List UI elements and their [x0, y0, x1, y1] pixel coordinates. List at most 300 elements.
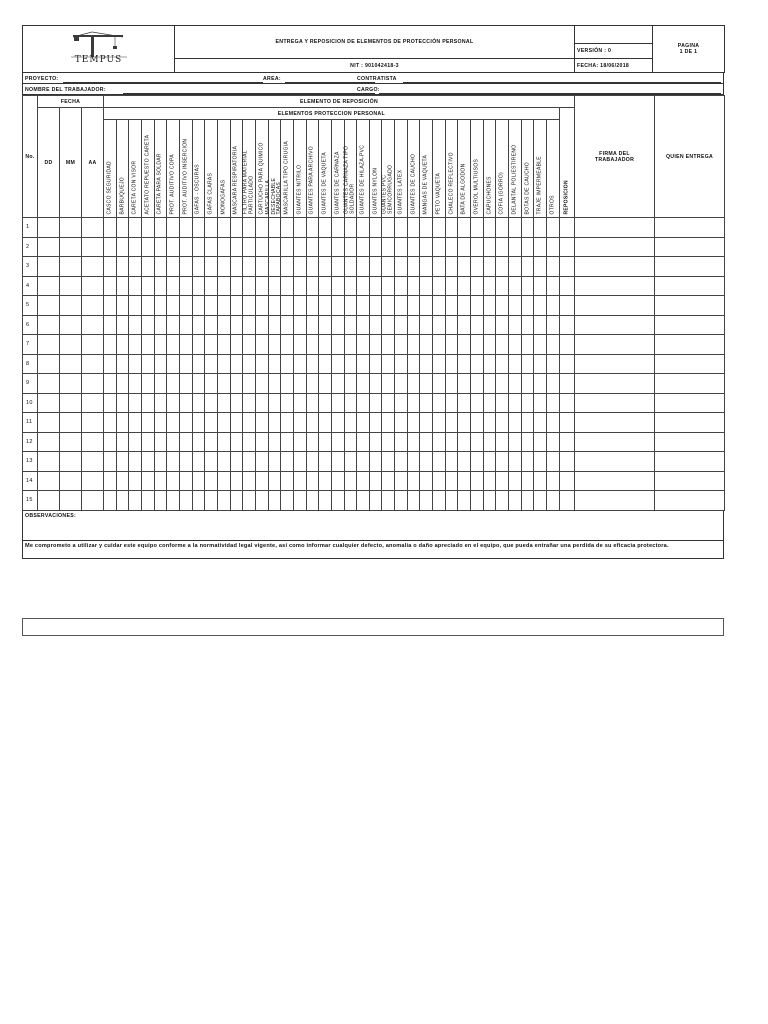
grid-cell[interactable]	[521, 335, 534, 355]
grid-cell[interactable]	[445, 296, 458, 316]
grid-cell[interactable]	[433, 237, 446, 257]
grid-cell[interactable]	[142, 237, 155, 257]
nombre-field[interactable]	[123, 93, 375, 94]
grid-cell[interactable]	[243, 296, 256, 316]
grid-cell[interactable]	[205, 335, 218, 355]
grid-cell[interactable]	[38, 374, 60, 394]
grid-cell[interactable]	[521, 374, 534, 394]
grid-cell[interactable]	[60, 452, 82, 472]
grid-cell[interactable]	[420, 413, 433, 433]
grid-cell[interactable]	[445, 257, 458, 277]
grid-cell[interactable]	[509, 335, 522, 355]
grid-cell[interactable]	[154, 491, 167, 511]
grid-cell[interactable]	[534, 218, 547, 238]
grid-cell[interactable]	[357, 296, 370, 316]
grid-cell[interactable]	[559, 315, 574, 335]
grid-cell[interactable]	[483, 237, 496, 257]
grid-cell[interactable]	[521, 237, 534, 257]
grid-cell[interactable]	[142, 296, 155, 316]
grid-cell[interactable]	[534, 354, 547, 374]
grid-cell[interactable]	[420, 471, 433, 491]
grid-cell[interactable]	[331, 491, 344, 511]
grid-cell[interactable]	[547, 393, 560, 413]
grid-cell[interactable]	[382, 315, 395, 335]
grid-cell[interactable]	[281, 335, 294, 355]
grid-cell[interactable]	[230, 491, 243, 511]
grid-cell[interactable]	[60, 393, 82, 413]
grid-cell[interactable]	[395, 354, 408, 374]
grid-cell[interactable]	[483, 374, 496, 394]
grid-cell[interactable]	[395, 413, 408, 433]
grid-cell[interactable]	[142, 471, 155, 491]
grid-cell[interactable]	[281, 471, 294, 491]
grid-cell[interactable]	[82, 237, 104, 257]
grid-cell[interactable]	[142, 315, 155, 335]
grid-cell[interactable]	[483, 452, 496, 472]
grid-cell[interactable]	[534, 491, 547, 511]
grid-cell[interactable]	[331, 413, 344, 433]
grid-cell[interactable]	[471, 432, 484, 452]
grid-cell[interactable]	[433, 315, 446, 335]
grid-cell[interactable]	[243, 315, 256, 335]
grid-cell[interactable]	[496, 432, 509, 452]
grid-cell[interactable]	[154, 432, 167, 452]
grid-cell[interactable]	[217, 296, 230, 316]
grid-cell[interactable]	[243, 393, 256, 413]
grid-cell[interactable]	[433, 374, 446, 394]
grid-cell[interactable]	[217, 335, 230, 355]
grid-cell[interactable]	[407, 393, 420, 413]
grid-cell[interactable]	[179, 218, 192, 238]
grid-cell[interactable]	[407, 296, 420, 316]
grid-cell[interactable]	[420, 452, 433, 472]
grid-cell[interactable]	[154, 335, 167, 355]
grid-cell[interactable]	[369, 315, 382, 335]
grid-cell[interactable]	[217, 374, 230, 394]
grid-cell[interactable]	[230, 276, 243, 296]
grid-cell[interactable]	[217, 315, 230, 335]
grid-cell[interactable]	[154, 354, 167, 374]
grid-cell[interactable]	[357, 257, 370, 277]
grid-cell[interactable]	[395, 218, 408, 238]
grid-cell[interactable]	[509, 452, 522, 472]
grid-cell[interactable]	[82, 471, 104, 491]
grid-cell[interactable]	[154, 218, 167, 238]
grid-cell[interactable]	[483, 393, 496, 413]
grid-cell[interactable]	[357, 432, 370, 452]
grid-cell[interactable]	[458, 491, 471, 511]
grid-cell[interactable]	[655, 491, 725, 511]
grid-cell[interactable]	[407, 432, 420, 452]
grid-cell[interactable]	[445, 276, 458, 296]
grid-cell[interactable]	[230, 432, 243, 452]
grid-cell[interactable]	[382, 471, 395, 491]
grid-cell[interactable]	[521, 218, 534, 238]
grid-cell[interactable]	[217, 237, 230, 257]
grid-cell[interactable]	[255, 432, 268, 452]
cargo-field[interactable]	[379, 93, 721, 94]
grid-cell[interactable]	[559, 432, 574, 452]
grid-cell[interactable]	[38, 491, 60, 511]
grid-cell[interactable]	[331, 374, 344, 394]
grid-cell[interactable]	[167, 452, 180, 472]
grid-cell[interactable]	[82, 296, 104, 316]
grid-cell[interactable]	[483, 276, 496, 296]
grid-cell[interactable]	[38, 354, 60, 374]
grid-cell[interactable]	[104, 393, 117, 413]
grid-cell[interactable]	[382, 237, 395, 257]
grid-cell[interactable]	[167, 413, 180, 433]
grid-cell[interactable]	[458, 296, 471, 316]
grid-cell[interactable]	[243, 237, 256, 257]
grid-cell[interactable]	[230, 218, 243, 238]
grid-cell[interactable]	[547, 315, 560, 335]
grid-cell[interactable]	[255, 237, 268, 257]
grid-cell[interactable]	[331, 393, 344, 413]
grid-cell[interactable]	[281, 315, 294, 335]
grid-cell[interactable]	[559, 218, 574, 238]
grid-cell[interactable]	[116, 452, 129, 472]
grid-cell[interactable]	[154, 237, 167, 257]
grid-cell[interactable]	[559, 296, 574, 316]
grid-cell[interactable]	[407, 237, 420, 257]
grid-cell[interactable]	[60, 491, 82, 511]
grid-cell[interactable]	[268, 374, 281, 394]
grid-cell[interactable]	[483, 491, 496, 511]
grid-cell[interactable]	[483, 257, 496, 277]
grid-cell[interactable]	[268, 491, 281, 511]
grid-cell[interactable]	[104, 491, 117, 511]
grid-cell[interactable]	[395, 432, 408, 452]
grid-cell[interactable]	[230, 257, 243, 277]
grid-cell[interactable]	[369, 471, 382, 491]
grid-cell[interactable]	[534, 335, 547, 355]
grid-cell[interactable]	[575, 354, 655, 374]
grid-cell[interactable]	[344, 413, 357, 433]
grid-cell[interactable]	[496, 354, 509, 374]
grid-cell[interactable]	[306, 354, 319, 374]
grid-cell[interactable]	[445, 491, 458, 511]
grid-cell[interactable]	[217, 432, 230, 452]
grid-cell[interactable]	[116, 471, 129, 491]
grid-cell[interactable]	[559, 491, 574, 511]
grid-cell[interactable]	[382, 413, 395, 433]
grid-cell[interactable]	[655, 315, 725, 335]
grid-cell[interactable]	[344, 335, 357, 355]
grid-cell[interactable]	[38, 393, 60, 413]
grid-cell[interactable]	[268, 218, 281, 238]
grid-cell[interactable]	[655, 354, 725, 374]
grid-cell[interactable]	[192, 237, 205, 257]
grid-cell[interactable]	[60, 432, 82, 452]
grid-cell[interactable]	[496, 335, 509, 355]
grid-cell[interactable]	[344, 452, 357, 472]
grid-cell[interactable]	[509, 296, 522, 316]
grid-cell[interactable]	[357, 393, 370, 413]
grid-cell[interactable]	[483, 315, 496, 335]
grid-cell[interactable]	[319, 218, 332, 238]
grid-cell[interactable]	[306, 218, 319, 238]
grid-cell[interactable]	[217, 354, 230, 374]
grid-cell[interactable]	[559, 471, 574, 491]
grid-cell[interactable]	[559, 335, 574, 355]
grid-cell[interactable]	[60, 276, 82, 296]
grid-cell[interactable]	[331, 257, 344, 277]
grid-cell[interactable]	[521, 432, 534, 452]
grid-cell[interactable]	[142, 335, 155, 355]
grid-cell[interactable]	[38, 237, 60, 257]
grid-cell[interactable]	[281, 413, 294, 433]
grid-cell[interactable]	[521, 315, 534, 335]
grid-cell[interactable]	[293, 491, 306, 511]
grid-cell[interactable]	[230, 374, 243, 394]
grid-cell[interactable]	[179, 432, 192, 452]
grid-cell[interactable]	[559, 374, 574, 394]
grid-cell[interactable]	[179, 491, 192, 511]
grid-cell[interactable]	[559, 413, 574, 433]
grid-cell[interactable]	[575, 393, 655, 413]
grid-cell[interactable]	[357, 471, 370, 491]
grid-cell[interactable]	[255, 315, 268, 335]
grid-cell[interactable]	[230, 237, 243, 257]
grid-cell[interactable]	[331, 432, 344, 452]
grid-cell[interactable]	[521, 471, 534, 491]
grid-cell[interactable]	[445, 335, 458, 355]
grid-cell[interactable]	[344, 354, 357, 374]
grid-cell[interactable]	[60, 335, 82, 355]
grid-cell[interactable]	[559, 237, 574, 257]
grid-cell[interactable]	[521, 296, 534, 316]
observaciones-box[interactable]	[22, 511, 724, 541]
grid-cell[interactable]	[496, 393, 509, 413]
grid-cell[interactable]	[293, 432, 306, 452]
grid-cell[interactable]	[205, 413, 218, 433]
grid-cell[interactable]	[255, 393, 268, 413]
grid-cell[interactable]	[255, 354, 268, 374]
grid-cell[interactable]	[293, 315, 306, 335]
grid-cell[interactable]	[319, 452, 332, 472]
grid-cell[interactable]	[116, 393, 129, 413]
grid-cell[interactable]	[420, 354, 433, 374]
grid-cell[interactable]	[281, 432, 294, 452]
grid-cell[interactable]	[344, 296, 357, 316]
grid-cell[interactable]	[306, 296, 319, 316]
grid-cell[interactable]	[395, 315, 408, 335]
grid-cell[interactable]	[420, 276, 433, 296]
grid-cell[interactable]	[369, 491, 382, 511]
grid-cell[interactable]	[521, 413, 534, 433]
grid-cell[interactable]	[116, 276, 129, 296]
grid-cell[interactable]	[471, 354, 484, 374]
grid-cell[interactable]	[534, 237, 547, 257]
grid-cell[interactable]	[255, 413, 268, 433]
grid-cell[interactable]	[407, 354, 420, 374]
grid-cell[interactable]	[60, 354, 82, 374]
grid-cell[interactable]	[369, 257, 382, 277]
grid-cell[interactable]	[521, 491, 534, 511]
grid-cell[interactable]	[534, 452, 547, 472]
grid-cell[interactable]	[331, 315, 344, 335]
grid-cell[interactable]	[369, 296, 382, 316]
grid-cell[interactable]	[357, 452, 370, 472]
grid-cell[interactable]	[471, 393, 484, 413]
grid-cell[interactable]	[116, 374, 129, 394]
grid-cell[interactable]	[205, 315, 218, 335]
grid-cell[interactable]	[255, 257, 268, 277]
grid-cell[interactable]	[319, 237, 332, 257]
grid-cell[interactable]	[509, 354, 522, 374]
grid-cell[interactable]	[319, 432, 332, 452]
grid-cell[interactable]	[142, 257, 155, 277]
grid-cell[interactable]	[217, 218, 230, 238]
grid-cell[interactable]	[293, 471, 306, 491]
grid-cell[interactable]	[458, 218, 471, 238]
grid-cell[interactable]	[104, 432, 117, 452]
grid-cell[interactable]	[167, 237, 180, 257]
grid-cell[interactable]	[154, 393, 167, 413]
grid-cell[interactable]	[38, 413, 60, 433]
grid-cell[interactable]	[331, 237, 344, 257]
grid-cell[interactable]	[104, 452, 117, 472]
grid-cell[interactable]	[395, 393, 408, 413]
grid-cell[interactable]	[433, 432, 446, 452]
grid-cell[interactable]	[344, 432, 357, 452]
grid-cell[interactable]	[192, 393, 205, 413]
grid-cell[interactable]	[458, 354, 471, 374]
grid-cell[interactable]	[319, 315, 332, 335]
grid-cell[interactable]	[420, 374, 433, 394]
grid-cell[interactable]	[382, 374, 395, 394]
grid-cell[interactable]	[369, 374, 382, 394]
grid-cell[interactable]	[575, 413, 655, 433]
grid-cell[interactable]	[509, 432, 522, 452]
grid-cell[interactable]	[205, 218, 218, 238]
grid-cell[interactable]	[116, 335, 129, 355]
grid-cell[interactable]	[129, 491, 142, 511]
grid-cell[interactable]	[217, 452, 230, 472]
grid-cell[interactable]	[344, 393, 357, 413]
grid-cell[interactable]	[344, 491, 357, 511]
grid-cell[interactable]	[471, 452, 484, 472]
grid-cell[interactable]	[281, 296, 294, 316]
grid-cell[interactable]	[509, 218, 522, 238]
grid-cell[interactable]	[243, 452, 256, 472]
grid-cell[interactable]	[293, 335, 306, 355]
grid-cell[interactable]	[369, 393, 382, 413]
grid-cell[interactable]	[382, 452, 395, 472]
grid-cell[interactable]	[179, 471, 192, 491]
grid-cell[interactable]	[319, 471, 332, 491]
grid-cell[interactable]	[281, 276, 294, 296]
grid-cell[interactable]	[420, 432, 433, 452]
grid-cell[interactable]	[104, 257, 117, 277]
grid-cell[interactable]	[496, 315, 509, 335]
grid-cell[interactable]	[407, 335, 420, 355]
grid-cell[interactable]	[547, 354, 560, 374]
grid-cell[interactable]	[205, 452, 218, 472]
grid-cell[interactable]	[509, 471, 522, 491]
grid-cell[interactable]	[129, 374, 142, 394]
grid-cell[interactable]	[281, 257, 294, 277]
grid-cell[interactable]	[255, 296, 268, 316]
grid-cell[interactable]	[407, 276, 420, 296]
grid-cell[interactable]	[458, 471, 471, 491]
grid-cell[interactable]	[496, 491, 509, 511]
grid-cell[interactable]	[60, 374, 82, 394]
grid-cell[interactable]	[369, 218, 382, 238]
grid-cell[interactable]	[281, 354, 294, 374]
grid-cell[interactable]	[205, 237, 218, 257]
grid-cell[interactable]	[655, 218, 725, 238]
grid-cell[interactable]	[357, 335, 370, 355]
grid-cell[interactable]	[559, 257, 574, 277]
grid-cell[interactable]	[331, 218, 344, 238]
grid-cell[interactable]	[268, 335, 281, 355]
grid-cell[interactable]	[268, 237, 281, 257]
grid-cell[interactable]	[306, 315, 319, 335]
grid-cell[interactable]	[82, 491, 104, 511]
grid-cell[interactable]	[179, 354, 192, 374]
grid-cell[interactable]	[483, 296, 496, 316]
grid-cell[interactable]	[192, 276, 205, 296]
grid-cell[interactable]	[192, 335, 205, 355]
grid-cell[interactable]	[458, 374, 471, 394]
grid-cell[interactable]	[60, 218, 82, 238]
grid-cell[interactable]	[217, 276, 230, 296]
grid-cell[interactable]	[496, 452, 509, 472]
grid-cell[interactable]	[82, 354, 104, 374]
grid-cell[interactable]	[154, 276, 167, 296]
grid-cell[interactable]	[293, 374, 306, 394]
grid-cell[interactable]	[534, 315, 547, 335]
grid-cell[interactable]	[357, 491, 370, 511]
grid-cell[interactable]	[293, 276, 306, 296]
grid-cell[interactable]	[306, 491, 319, 511]
grid-cell[interactable]	[230, 471, 243, 491]
grid-cell[interactable]	[306, 374, 319, 394]
grid-cell[interactable]	[230, 413, 243, 433]
grid-cell[interactable]	[509, 276, 522, 296]
grid-cell[interactable]	[82, 432, 104, 452]
grid-cell[interactable]	[509, 393, 522, 413]
grid-cell[interactable]	[344, 237, 357, 257]
grid-cell[interactable]	[243, 257, 256, 277]
grid-cell[interactable]	[357, 413, 370, 433]
grid-cell[interactable]	[167, 374, 180, 394]
grid-cell[interactable]	[433, 218, 446, 238]
grid-cell[interactable]	[496, 276, 509, 296]
grid-cell[interactable]	[104, 374, 117, 394]
grid-cell[interactable]	[445, 413, 458, 433]
grid-cell[interactable]	[483, 413, 496, 433]
grid-cell[interactable]	[129, 452, 142, 472]
grid-cell[interactable]	[471, 296, 484, 316]
grid-cell[interactable]	[369, 276, 382, 296]
grid-cell[interactable]	[382, 335, 395, 355]
grid-cell[interactable]	[217, 393, 230, 413]
grid-cell[interactable]	[483, 335, 496, 355]
grid-cell[interactable]	[82, 452, 104, 472]
grid-cell[interactable]	[458, 335, 471, 355]
grid-cell[interactable]	[205, 471, 218, 491]
grid-cell[interactable]	[319, 393, 332, 413]
grid-cell[interactable]	[104, 315, 117, 335]
grid-cell[interactable]	[205, 491, 218, 511]
grid-cell[interactable]	[129, 237, 142, 257]
grid-cell[interactable]	[483, 354, 496, 374]
grid-cell[interactable]	[129, 354, 142, 374]
grid-cell[interactable]	[268, 354, 281, 374]
